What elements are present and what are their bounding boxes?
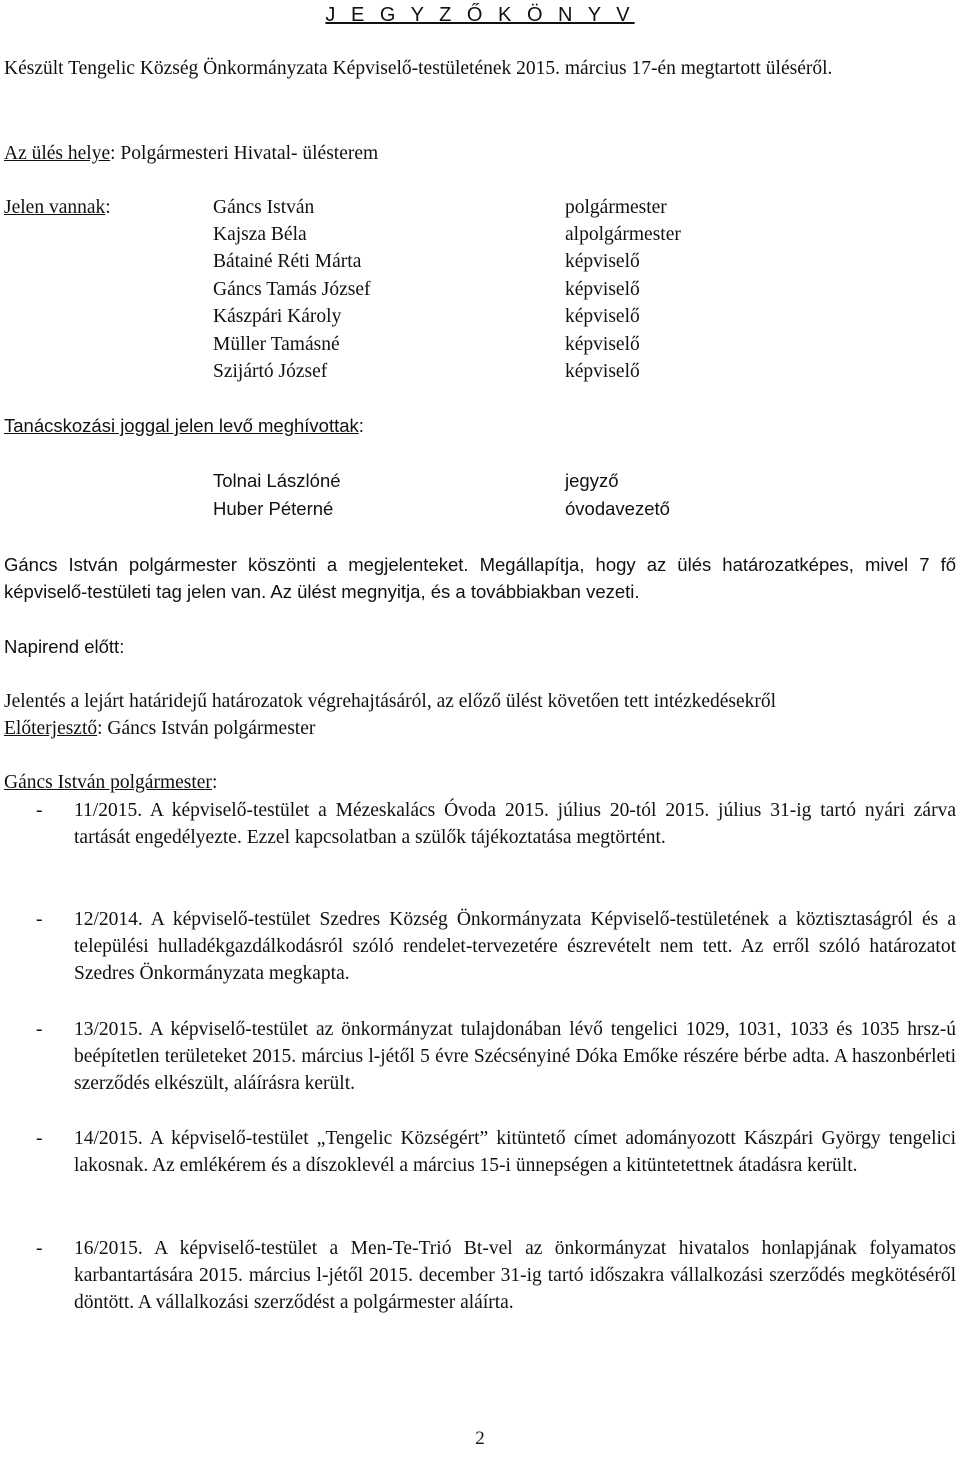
advisory-name: Huber Péterné: [213, 498, 334, 519]
present-label: Jelen vannak: [4, 197, 106, 218]
list-item: [4, 1125, 956, 1179]
venue-value: : Polgármesteri Hivatal- ülésterem: [110, 143, 379, 164]
member-row: [0, 303, 960, 330]
speaker-label: Gáncs István polgármester: [4, 772, 212, 793]
member-row: [0, 331, 960, 358]
list-item-text: 11/2015. A képviselő-testület a Mézeskalács Óvoda 2015. július 20-tól 2015. július 31-ig tartó nyári zárva tartását engedélyezte. Ezzel kapcsolatban a szülők tájékoztatása megtörtént.: [74, 800, 956, 848]
present-label-wrap: [4, 194, 111, 221]
opening-paragraph: Gáncs István polgármester köszönti a megjelenteket. Megállapítja, hogy az ülés határozatképes, mivel 7 fő képviselő-testületi tag jelen van. Az ülést megnyitja, és a továbbiakban vezeti.: [4, 554, 956, 602]
list-dash: -: [36, 1019, 43, 1040]
member-role: képviselő: [565, 306, 640, 327]
advisory-role: jegyző: [565, 470, 619, 491]
document-title: J E G Y Z Ő K Ö N Y V: [325, 4, 635, 26]
page-number: 2: [475, 1428, 485, 1449]
list-dash: -: [36, 800, 43, 821]
member-role: alpolgármester: [565, 224, 681, 245]
advisory-heading: [4, 412, 956, 439]
list-item: [4, 906, 956, 987]
member-row: [0, 248, 960, 275]
member-role: polgármester: [565, 197, 667, 218]
member-role: képviselő: [565, 251, 640, 272]
list-item-text: 14/2015. A képviselő-testület „Tengelic Községért” kitüntető címet adományozott Kászpári György tengelici lakosnak. Az emlékérem és a díszoklevél a március 15-i ünnepségen a kitüntetettnek átadásra került.: [74, 1128, 956, 1176]
member-row: [0, 358, 960, 385]
speaker-colon: :: [211, 772, 218, 793]
member-name: Kászpári Károly: [213, 306, 342, 327]
member-row: [0, 276, 960, 303]
list-item-text: 13/2015. A képviselő-testület az önkormányzat tulajdonában lévő tengelici 1029, 1031, 1033 és 1035 hrsz-ú beépítetlen területeket 2015. március l-jétől 5 évre Szécsényiné Dóka Emőke részére bérbe adta. A haszonbérleti szerződés elkészült, aláírásra került.: [74, 1019, 956, 1094]
advisory-row: [0, 467, 960, 494]
report-title: Jelentés a lejárt határidejű határozatok végrehajtásáról, az előző ülést követően tett intézkedésekről: [4, 691, 777, 712]
list-item: [4, 797, 956, 851]
speaker-heading: [4, 769, 956, 796]
member-row: [0, 221, 960, 248]
advisory-role: óvodavezető: [565, 498, 670, 519]
venue-line: [4, 140, 956, 167]
pre-agenda-label: Napirend előtt: [4, 636, 120, 657]
presenter-value: : Gáncs István polgármester: [97, 718, 316, 739]
member-role: képviselő: [565, 361, 640, 382]
member-role: képviselő: [565, 334, 640, 355]
list-dash: -: [36, 1128, 43, 1149]
present-row: [0, 194, 960, 221]
advisory-label: Tanácskozási joggal jelen levő meghívottak: [4, 415, 359, 436]
member-name: Gáncs Tamás József: [213, 279, 371, 300]
present-colon: :: [105, 197, 111, 218]
list-item: [4, 1016, 956, 1097]
list-item-text: 16/2015. A képviselő-testület a Men-Te-Trió Bt-vel az önkormányzat hivatalos honlapjának folyamatos karbantartására 2015. március l-jétől 2015. december 31-ig tartó időszakra vállalkozási szerződés megkötéséről döntött. A vállalkozási szerződést a polgármester aláírta.: [74, 1238, 956, 1313]
venue-label: Az ülés helye: [4, 143, 111, 164]
presenter-label: Előterjesztő: [4, 718, 98, 739]
advisory-colon: :: [358, 415, 364, 436]
advisory-name: Tolnai Lászlóné: [213, 470, 341, 491]
member-role: képviselő: [565, 279, 640, 300]
member-name: Bátainé Réti Márta: [213, 251, 362, 272]
member-name: Müller Tamásné: [213, 334, 340, 355]
intro-paragraph: Készült Tengelic Község Önkormányzata Képviselő-testületének 2015. március 17-én megtartott üléséről.: [4, 58, 833, 79]
pre-agenda-colon: :: [119, 636, 125, 657]
pre-agenda-heading: [4, 633, 956, 660]
member-name: Gáncs István: [213, 197, 315, 218]
list-item: [4, 1235, 956, 1316]
advisory-row: [0, 495, 960, 522]
list-item-text: 12/2014. A képviselő-testület Szedres Község Önkormányzata Képviselő-testületének a köztisztaságról és a települési hulladékgazdálkodásról szóló rendelet-tervezetére észrevételt nem tett. Az erről szóló határozatot Szedres Önkormányzata megkapta.: [74, 909, 956, 984]
list-dash: -: [36, 909, 43, 930]
member-name: Kajsza Béla: [213, 224, 307, 245]
presenter-line: [4, 715, 956, 742]
member-name: Szijártó József: [213, 361, 328, 382]
list-dash: -: [36, 1238, 43, 1259]
